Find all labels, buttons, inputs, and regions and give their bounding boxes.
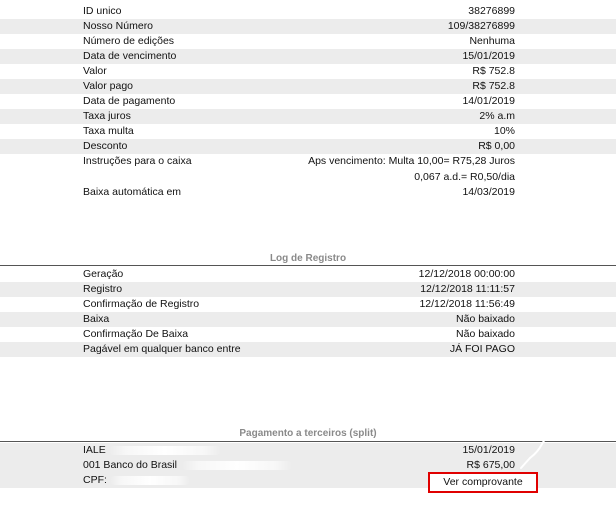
log-row-confirmacao-baixa bbox=[0, 327, 616, 342]
split-value: R$ 675,00 bbox=[466, 459, 515, 471]
detail-row-valor bbox=[0, 64, 616, 79]
log-row-pagavel bbox=[0, 342, 616, 357]
detail-label: Baixa automática em bbox=[83, 186, 182, 198]
detail-value: R$ 0,00 bbox=[478, 140, 515, 152]
detail-value: 14/03/2019 bbox=[462, 186, 515, 198]
detail-value: R$ 752.8 bbox=[472, 65, 515, 77]
detail-row-desconto bbox=[0, 139, 616, 154]
log-value: Não baixado bbox=[456, 313, 515, 325]
detail-label: Valor pago bbox=[83, 80, 134, 92]
detail-value: 15/01/2019 bbox=[462, 50, 515, 62]
detail-value: 2% a.m bbox=[479, 110, 515, 122]
detail-row-taxa-juros bbox=[0, 109, 616, 124]
log-value: 12/12/2018 00:00:00 bbox=[418, 268, 515, 280]
detail-value-line1: Aps vencimento: Multa 10,00= R75,28 Juros bbox=[308, 155, 515, 167]
detail-row-instrucoes bbox=[0, 154, 616, 185]
ver-comprovante-button[interactable]: Ver comprovante bbox=[428, 472, 538, 493]
log-row-confirmacao-registro bbox=[0, 297, 616, 312]
detail-label: Número de edições bbox=[83, 35, 175, 47]
redacted-account-blur bbox=[182, 461, 292, 470]
log-label: Confirmação De Baixa bbox=[83, 328, 189, 340]
detail-row-nosso-numero bbox=[0, 19, 616, 34]
detail-label: Taxa juros bbox=[83, 110, 131, 122]
split-value: 15/01/2019 bbox=[462, 444, 515, 456]
detail-value: Nenhuma bbox=[469, 35, 515, 47]
detail-row-baixa-automatica bbox=[0, 185, 616, 200]
detail-value: 109/38276899 bbox=[447, 20, 515, 32]
detail-row-numero-edicoes bbox=[0, 34, 616, 49]
detail-value: R$ 752.8 bbox=[472, 80, 515, 92]
detail-value-line2: 0,067 a.d.= R0,50/dia bbox=[414, 171, 515, 183]
log-row-baixa bbox=[0, 312, 616, 327]
detail-row-data-vencimento bbox=[0, 49, 616, 64]
detail-label: Nosso Número bbox=[83, 20, 154, 32]
detail-label: Data de pagamento bbox=[83, 95, 176, 107]
redacted-cpf-blur bbox=[110, 476, 190, 485]
split-section-divider bbox=[0, 441, 616, 442]
split-label: IALE bbox=[83, 444, 106, 456]
detail-label: Taxa multa bbox=[83, 125, 134, 137]
detail-row-id-unico bbox=[0, 4, 616, 19]
detail-value: 10% bbox=[493, 125, 515, 137]
detail-row-valor-pago bbox=[0, 79, 616, 94]
detail-value: 14/01/2019 bbox=[462, 95, 515, 107]
detail-label: Instruções para o caixa bbox=[83, 155, 192, 167]
log-registro-title: Log de Registro bbox=[269, 253, 347, 264]
split-row-bank bbox=[0, 458, 616, 473]
log-value: Não baixado bbox=[456, 328, 515, 340]
log-label: Registro bbox=[83, 283, 123, 295]
log-value: 12/12/2018 11:56:49 bbox=[419, 298, 515, 310]
log-label: Geração bbox=[83, 268, 124, 280]
log-value: 12/12/2018 11:11:57 bbox=[420, 283, 515, 295]
detail-row-data-pagamento bbox=[0, 94, 616, 109]
detail-label: Valor bbox=[83, 65, 107, 77]
detail-value: 38276899 bbox=[468, 5, 515, 17]
detail-label: Data de vencimento bbox=[83, 50, 177, 62]
log-label: Confirmação de Registro bbox=[83, 298, 200, 310]
log-registro-divider bbox=[0, 265, 616, 266]
split-label: 001 Banco do Brasil bbox=[83, 459, 177, 471]
detail-row-taxa-multa bbox=[0, 124, 616, 139]
log-value: JÁ FOI PAGO bbox=[449, 343, 515, 355]
detail-label: ID unico bbox=[83, 5, 122, 17]
split-row-beneficiary bbox=[0, 443, 616, 458]
detail-label: Desconto bbox=[83, 140, 128, 152]
redacted-name-blur bbox=[109, 446, 221, 455]
split-label: CPF: bbox=[83, 474, 107, 486]
log-row-geracao bbox=[0, 267, 616, 282]
log-label: Baixa bbox=[83, 313, 110, 325]
log-row-registro bbox=[0, 282, 616, 297]
log-label: Pagável em qualquer banco entre bbox=[83, 343, 241, 355]
split-section-title: Pagamento a terceiros (split) bbox=[239, 428, 377, 439]
